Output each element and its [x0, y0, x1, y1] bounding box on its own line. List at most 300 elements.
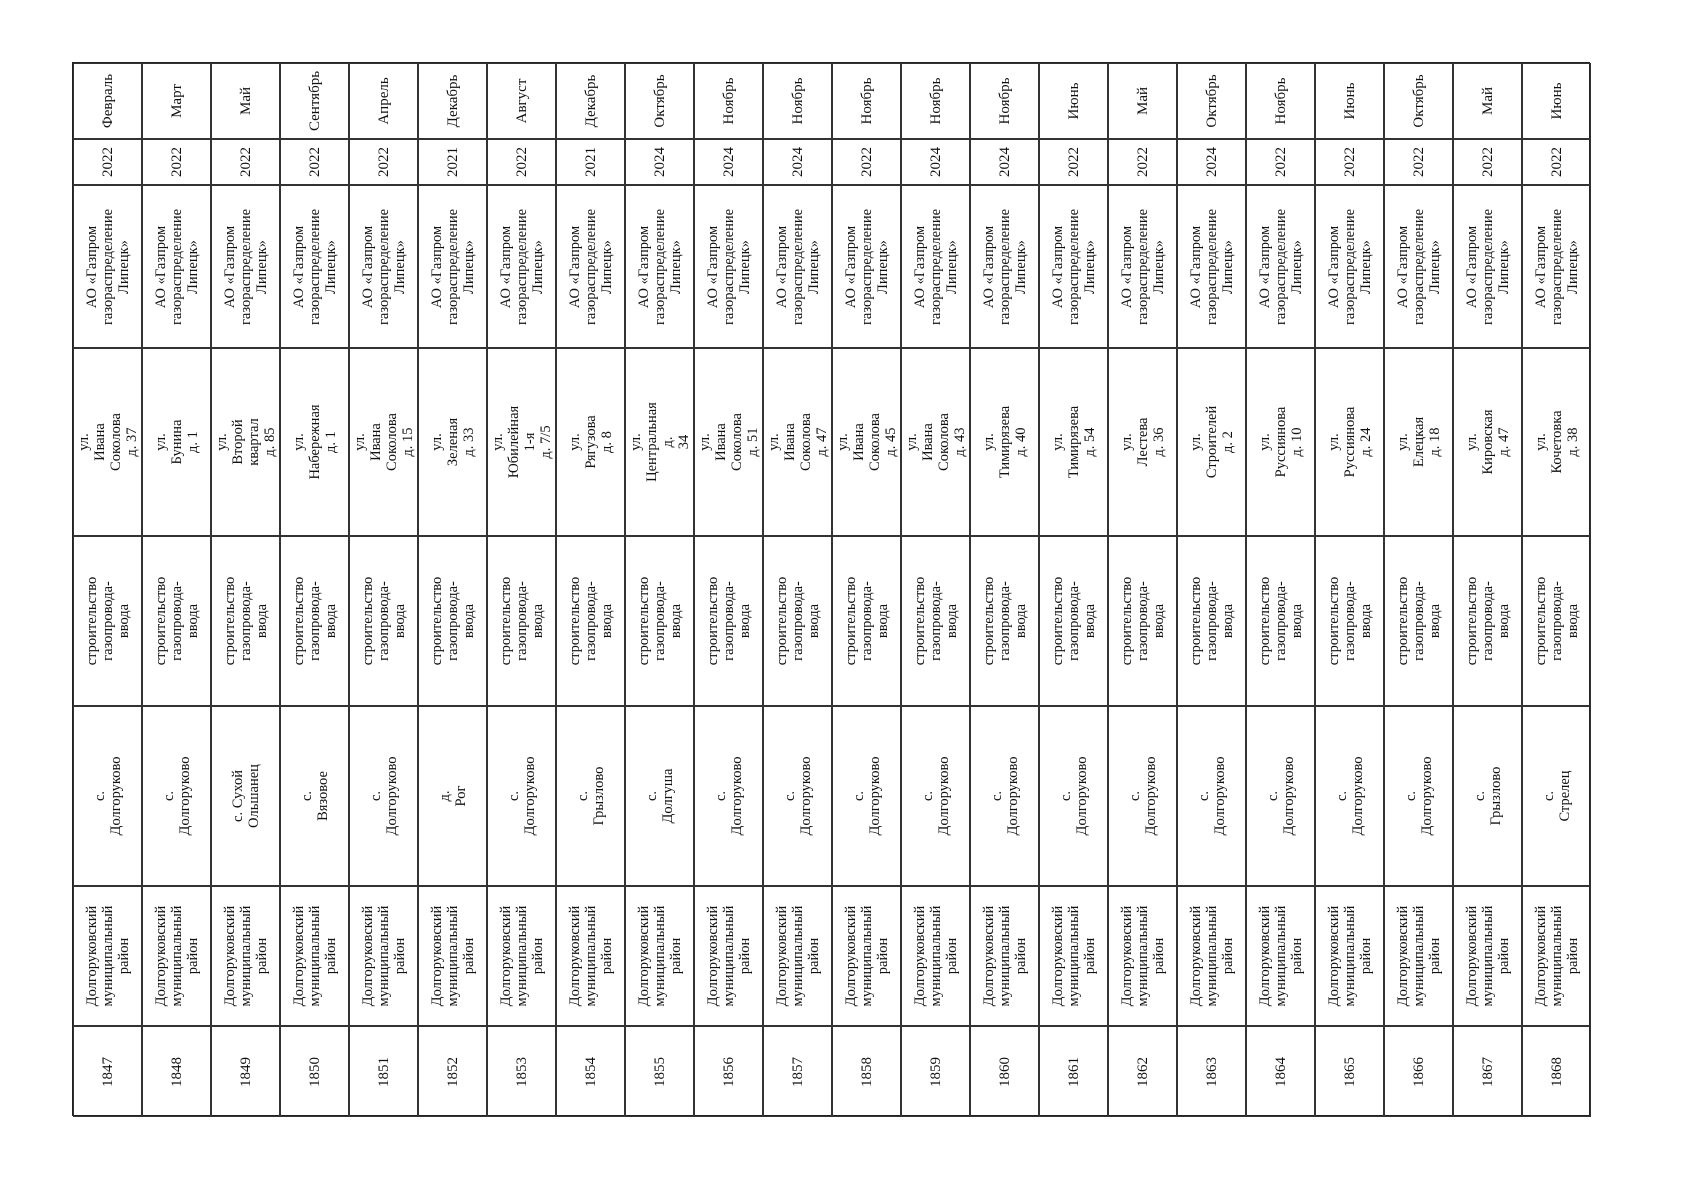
address-cell — [1453, 348, 1522, 536]
address-text: ул. Руссиянова д. 24 — [1325, 406, 1374, 478]
work-cell — [211, 536, 280, 706]
district-cell — [1453, 886, 1522, 1026]
district-cell — [901, 886, 970, 1026]
district-text: Долгоруковский муниципальный район — [1532, 905, 1581, 1007]
month-cell — [1453, 63, 1522, 139]
year-cell — [832, 139, 901, 185]
address-cell — [73, 348, 142, 536]
address-text: ул. Юбилейная 1-я д. 7/5 — [489, 405, 554, 479]
year-cell — [487, 139, 556, 185]
num-cell — [625, 1026, 694, 1117]
work-cell — [349, 536, 418, 706]
settlement-text: с. Стрелец — [1540, 770, 1573, 822]
address-cell — [487, 348, 556, 536]
month-cell — [1522, 63, 1591, 139]
org-cell — [1315, 185, 1384, 348]
num-text: 1855 — [651, 1056, 668, 1087]
num-text: 1853 — [513, 1056, 530, 1087]
address-text: ул. Центральная д. 34 — [627, 402, 692, 482]
address-text: ул. Ивана Соколова д. 45 — [834, 413, 899, 471]
work-cell — [142, 536, 211, 706]
district-text: Долгоруковский муниципальный район — [152, 905, 201, 1007]
num-cell — [1384, 1026, 1453, 1117]
month-cell — [763, 63, 832, 139]
num-text: 1854 — [582, 1056, 599, 1087]
district-text: Долгоруковский муниципальный район — [1325, 905, 1374, 1007]
month-text: Сентябрь — [306, 70, 323, 132]
work-text: строительство газопровода-ввода — [773, 576, 822, 666]
settlement-text: с. Долгоруково — [1195, 756, 1228, 836]
year-text: 2022 — [237, 147, 254, 177]
settlement-text: с. Долгоруково — [1126, 756, 1159, 836]
org-cell — [142, 185, 211, 348]
month-text: Май — [1479, 86, 1496, 116]
org-cell — [73, 185, 142, 348]
month-text: Ноябрь — [927, 77, 944, 125]
district-text: Долгоруковский муниципальный район — [842, 905, 891, 1007]
work-cell — [763, 536, 832, 706]
month-text: Июнь — [1548, 82, 1565, 120]
month-cell — [970, 63, 1039, 139]
year-cell — [280, 139, 349, 185]
settlement-text: с. Долгуша — [643, 768, 676, 824]
org-text: АО «Газпром газораспределение Липецк» — [1187, 208, 1236, 325]
year-cell — [349, 139, 418, 185]
num-text: 1863 — [1203, 1056, 1220, 1087]
district-text: Долгоруковский муниципальный район — [1049, 905, 1098, 1007]
settlement-text: с. Долгоруково — [91, 756, 124, 836]
work-cell — [1039, 536, 1108, 706]
month-cell — [694, 63, 763, 139]
address-cell — [901, 348, 970, 536]
month-cell — [1384, 63, 1453, 139]
num-cell — [763, 1026, 832, 1117]
org-cell — [1246, 185, 1315, 348]
month-cell — [1039, 63, 1108, 139]
num-text: 1860 — [996, 1056, 1013, 1087]
address-cell — [1246, 348, 1315, 536]
settlement-cell — [349, 706, 418, 886]
address-cell — [1177, 348, 1246, 536]
district-text: Долгоруковский муниципальный район — [773, 905, 822, 1007]
work-text: строительство газопровода-ввода — [842, 576, 891, 666]
settlement-cell — [1384, 706, 1453, 886]
year-text: 2022 — [1479, 147, 1496, 177]
month-cell — [349, 63, 418, 139]
district-cell — [1039, 886, 1108, 1026]
address-text: ул. Строителей д. 2 — [1187, 405, 1236, 479]
month-text: Август — [513, 78, 530, 124]
district-cell — [763, 886, 832, 1026]
num-cell — [1108, 1026, 1177, 1117]
address-text: ул. Руссиянова д. 10 — [1256, 406, 1305, 478]
month-cell — [1177, 63, 1246, 139]
year-cell — [73, 139, 142, 185]
year-cell — [1177, 139, 1246, 185]
work-text: строительство газопровода-ввода — [221, 576, 270, 666]
num-cell — [142, 1026, 211, 1117]
num-text: 1857 — [789, 1056, 806, 1087]
work-text: строительство газопровода-ввода — [359, 576, 408, 666]
year-text: 2022 — [375, 147, 392, 177]
settlement-text: с. Вязовое — [298, 771, 331, 821]
address-cell — [280, 348, 349, 536]
district-text: Долгоруковский муниципальный район — [635, 905, 684, 1007]
org-text: АО «Газпром газораспределение Липецк» — [911, 208, 960, 325]
work-text: строительство газопровода-ввода — [1256, 576, 1305, 666]
num-text: 1852 — [444, 1056, 461, 1087]
org-cell — [832, 185, 901, 348]
settlement-text: с. Долгоруково — [1264, 756, 1297, 836]
district-text: Долгоруковский муниципальный район — [911, 905, 960, 1007]
num-cell — [1039, 1026, 1108, 1117]
month-text: Декабрь — [444, 74, 461, 128]
org-cell — [763, 185, 832, 348]
address-cell — [418, 348, 487, 536]
settlement-cell — [556, 706, 625, 886]
org-text: АО «Газпром газораспределение Липецк» — [1394, 208, 1443, 325]
org-cell — [901, 185, 970, 348]
year-cell — [418, 139, 487, 185]
org-cell — [280, 185, 349, 348]
district-cell — [1315, 886, 1384, 1026]
year-text: 2022 — [1548, 147, 1565, 177]
district-cell — [556, 886, 625, 1026]
district-text: Долгоруковский муниципальный район — [980, 905, 1029, 1007]
address-cell — [1522, 348, 1591, 536]
num-text: 1862 — [1134, 1056, 1151, 1087]
year-text: 2022 — [513, 147, 530, 177]
settlement-cell — [901, 706, 970, 886]
settlement-text: с. Сухой Ольшанец — [229, 764, 262, 828]
year-cell — [556, 139, 625, 185]
num-cell — [1315, 1026, 1384, 1117]
address-cell — [970, 348, 1039, 536]
year-cell — [1453, 139, 1522, 185]
settlement-text: с. Долгоруково — [367, 756, 400, 836]
org-text: АО «Газпром газораспределение Липецк» — [221, 208, 270, 325]
address-text: ул. Ивана Соколова д. 15 — [351, 413, 416, 471]
org-text: АО «Газпром газораспределение Липецк» — [635, 208, 684, 325]
work-text: строительство газопровода-ввода — [497, 576, 546, 666]
org-text: АО «Газпром газораспределение Липецк» — [1325, 208, 1374, 325]
address-text: ул. Тимирязева д. 40 — [980, 405, 1029, 479]
num-cell — [1246, 1026, 1315, 1117]
address-text: ул. Рягузова д. 8 — [566, 415, 615, 469]
address-cell — [1384, 348, 1453, 536]
month-cell — [901, 63, 970, 139]
settlement-text: с. Долгоруково — [850, 756, 883, 836]
work-text: строительство газопровода-ввода — [911, 576, 960, 666]
district-text: Долгоруковский муниципальный район — [1394, 905, 1443, 1007]
org-text: АО «Газпром газораспределение Липецк» — [842, 208, 891, 325]
year-cell — [1384, 139, 1453, 185]
month-text: Ноябрь — [858, 77, 875, 125]
address-text: ул. Набережная д. 1 — [290, 404, 339, 480]
num-cell — [556, 1026, 625, 1117]
month-text: Май — [1134, 86, 1151, 116]
address-text: ул. Кировская д. 47 — [1463, 409, 1512, 475]
month-text: Октябрь — [651, 74, 668, 128]
address-text: ул. Елецкая д. 18 — [1394, 416, 1443, 468]
district-text: Долгоруковский муниципальный район — [428, 905, 477, 1007]
org-cell — [970, 185, 1039, 348]
org-cell — [211, 185, 280, 348]
month-text: Февраль — [99, 73, 116, 129]
org-cell — [1108, 185, 1177, 348]
district-text: Долгоруковский муниципальный район — [83, 905, 132, 1007]
month-cell — [1246, 63, 1315, 139]
work-cell — [418, 536, 487, 706]
address-cell — [763, 348, 832, 536]
district-text: Долгоруковский муниципальный район — [221, 905, 270, 1007]
settlement-cell — [211, 706, 280, 886]
num-text: 1849 — [237, 1056, 254, 1087]
num-cell — [901, 1026, 970, 1117]
settlement-text: с. Долгоруково — [505, 756, 538, 836]
work-text: строительство газопровода-ввода — [1049, 576, 1098, 666]
settlement-cell — [1039, 706, 1108, 886]
district-cell — [487, 886, 556, 1026]
org-cell — [1177, 185, 1246, 348]
num-text: 1868 — [1548, 1056, 1565, 1087]
num-text: 1861 — [1065, 1056, 1082, 1087]
month-text: Декабрь — [582, 74, 599, 128]
num-text: 1859 — [927, 1056, 944, 1087]
settlement-text: с. Грызлово — [1471, 766, 1504, 826]
work-text: строительство газопровода-ввода — [1532, 576, 1581, 666]
district-text: Долгоруковский муниципальный район — [704, 905, 753, 1007]
work-cell — [832, 536, 901, 706]
num-cell — [970, 1026, 1039, 1117]
org-text: АО «Газпром газораспределение Липецк» — [497, 208, 546, 325]
settlement-cell — [1108, 706, 1177, 886]
year-cell — [763, 139, 832, 185]
num-text: 1847 — [99, 1056, 116, 1087]
address-cell — [1108, 348, 1177, 536]
num-cell — [73, 1026, 142, 1117]
num-cell — [1522, 1026, 1591, 1117]
num-text: 1858 — [858, 1056, 875, 1087]
settlement-text: с. Долгоруково — [712, 756, 745, 836]
address-text: ул. Кочетовка д. 38 — [1532, 410, 1581, 474]
year-cell — [970, 139, 1039, 185]
address-text: ул. Зеленая д. 33 — [428, 417, 477, 467]
org-text: АО «Газпром газораспределение Липецк» — [290, 208, 339, 325]
settlement-cell — [970, 706, 1039, 886]
settlement-cell — [763, 706, 832, 886]
month-cell — [73, 63, 142, 139]
month-cell — [142, 63, 211, 139]
num-cell — [487, 1026, 556, 1117]
year-cell — [1522, 139, 1591, 185]
district-cell — [1108, 886, 1177, 1026]
year-text: 2022 — [168, 147, 185, 177]
settlement-text: с. Долгоруково — [160, 756, 193, 836]
year-cell — [1039, 139, 1108, 185]
district-text: Долгоруковский муниципальный район — [1256, 905, 1305, 1007]
district-cell — [625, 886, 694, 1026]
month-text: Май — [237, 86, 254, 116]
year-text: 2022 — [1272, 147, 1289, 177]
year-text: 2024 — [1203, 147, 1220, 177]
org-cell — [418, 185, 487, 348]
month-cell — [418, 63, 487, 139]
month-text: Июнь — [1341, 82, 1358, 120]
address-text: ул. Бунина д. 1 — [152, 419, 201, 465]
district-cell — [832, 886, 901, 1026]
settlement-cell — [1177, 706, 1246, 886]
org-text: АО «Газпром газораспределение Липецк» — [1532, 208, 1581, 325]
org-cell — [625, 185, 694, 348]
org-text: АО «Газпром газораспределение Липецк» — [359, 208, 408, 325]
org-cell — [1453, 185, 1522, 348]
district-cell — [211, 886, 280, 1026]
org-text: АО «Газпром газораспределение Липецк» — [1049, 208, 1098, 325]
work-cell — [1384, 536, 1453, 706]
address-cell — [832, 348, 901, 536]
num-text: 1848 — [168, 1056, 185, 1087]
num-text: 1865 — [1341, 1056, 1358, 1087]
year-cell — [901, 139, 970, 185]
org-text: АО «Газпром газораспределение Липецк» — [1256, 208, 1305, 325]
org-cell — [694, 185, 763, 348]
org-text: АО «Газпром газораспределение Липецк» — [566, 208, 615, 325]
year-cell — [1108, 139, 1177, 185]
district-cell — [1384, 886, 1453, 1026]
year-cell — [1246, 139, 1315, 185]
year-text: 2024 — [720, 147, 737, 177]
num-cell — [1177, 1026, 1246, 1117]
num-text: 1851 — [375, 1056, 392, 1087]
num-text: 1856 — [720, 1056, 737, 1087]
work-cell — [1453, 536, 1522, 706]
address-text: ул. Тимирязева д. 54 — [1049, 405, 1098, 479]
num-cell — [211, 1026, 280, 1117]
work-cell — [73, 536, 142, 706]
month-text: Апрель — [375, 77, 392, 125]
month-cell — [832, 63, 901, 139]
settlement-text: д. Рог — [436, 785, 469, 807]
work-cell — [280, 536, 349, 706]
work-text: строительство газопровода-ввода — [290, 576, 339, 666]
work-cell — [694, 536, 763, 706]
month-text: Ноябрь — [789, 77, 806, 125]
work-cell — [970, 536, 1039, 706]
month-text: Октябрь — [1410, 74, 1427, 128]
district-cell — [694, 886, 763, 1026]
month-cell — [280, 63, 349, 139]
district-cell — [349, 886, 418, 1026]
address-cell — [556, 348, 625, 536]
year-text: 2022 — [858, 147, 875, 177]
district-text: Долгоруковский муниципальный район — [566, 905, 615, 1007]
org-text: АО «Газпром газораспределение Липецк» — [980, 208, 1029, 325]
district-text: Долгоруковский муниципальный район — [290, 905, 339, 1007]
year-text: 2022 — [1341, 147, 1358, 177]
year-text: 2022 — [1410, 147, 1427, 177]
month-text: Март — [168, 84, 185, 118]
settlement-text: с. Долгоруково — [919, 756, 952, 836]
year-text: 2022 — [1065, 147, 1082, 177]
address-cell — [211, 348, 280, 536]
district-text: Долгоруковский муниципальный район — [1187, 905, 1236, 1007]
settlement-text: с. Долгоруково — [781, 756, 814, 836]
address-cell — [625, 348, 694, 536]
address-cell — [349, 348, 418, 536]
work-cell — [1315, 536, 1384, 706]
works-table — [72, 62, 1590, 1116]
work-text: строительство газопровода-ввода — [1118, 576, 1167, 666]
settlement-cell — [418, 706, 487, 886]
month-text: Ноябрь — [1272, 77, 1289, 125]
district-text: Долгоруковский муниципальный район — [1118, 905, 1167, 1007]
address-cell — [1315, 348, 1384, 536]
address-text: ул. Лестева д. 36 — [1118, 417, 1167, 467]
address-text: ул. Второй квартал д. 85 — [213, 418, 278, 466]
org-text: АО «Газпром газораспределение Липецк» — [152, 208, 201, 325]
num-cell — [280, 1026, 349, 1117]
num-cell — [832, 1026, 901, 1117]
month-text: Октябрь — [1203, 74, 1220, 128]
year-text: 2024 — [789, 147, 806, 177]
address-cell — [142, 348, 211, 536]
settlement-cell — [142, 706, 211, 886]
org-cell — [1039, 185, 1108, 348]
org-text: АО «Газпром газораспределение Липецк» — [704, 208, 753, 325]
settlement-cell — [1246, 706, 1315, 886]
year-text: 2022 — [306, 147, 323, 177]
year-cell — [694, 139, 763, 185]
district-text: Долгоруковский муниципальный район — [359, 905, 408, 1007]
num-cell — [1453, 1026, 1522, 1117]
month-text: Июнь — [1065, 82, 1082, 120]
year-cell — [142, 139, 211, 185]
work-text: строительство газопровода-ввода — [704, 576, 753, 666]
settlement-cell — [1522, 706, 1591, 886]
year-text: 2024 — [996, 147, 1013, 177]
work-text: строительство газопровода-ввода — [566, 576, 615, 666]
month-text: Ноябрь — [720, 77, 737, 125]
work-cell — [1108, 536, 1177, 706]
settlement-cell — [1315, 706, 1384, 886]
work-cell — [901, 536, 970, 706]
address-cell — [694, 348, 763, 536]
year-text: 2022 — [99, 147, 116, 177]
district-cell — [73, 886, 142, 1026]
org-text: АО «Газпром газораспределение Липецк» — [1118, 208, 1167, 325]
settlement-text: с. Долгоруково — [988, 756, 1021, 836]
year-text: 2021 — [444, 147, 461, 177]
work-text: строительство газопровода-ввода — [1394, 576, 1443, 666]
address-text: ул. Ивана Соколова д. 37 — [75, 413, 140, 471]
district-text: Долгоруковский муниципальный район — [497, 905, 546, 1007]
work-text: строительство газопровода-ввода — [635, 576, 684, 666]
year-cell — [625, 139, 694, 185]
year-cell — [1315, 139, 1384, 185]
address-cell — [1039, 348, 1108, 536]
org-text: АО «Газпром газораспределение Липецк» — [83, 208, 132, 325]
district-cell — [1246, 886, 1315, 1026]
num-cell — [349, 1026, 418, 1117]
district-cell — [1177, 886, 1246, 1026]
num-text: 1864 — [1272, 1056, 1289, 1087]
org-text: АО «Газпром газораспределение Липецк» — [773, 208, 822, 325]
work-text: строительство газопровода-ввода — [1325, 576, 1374, 666]
settlement-text: с. Долгоруково — [1057, 756, 1090, 836]
org-cell — [1384, 185, 1453, 348]
year-text: 2022 — [1134, 147, 1151, 177]
